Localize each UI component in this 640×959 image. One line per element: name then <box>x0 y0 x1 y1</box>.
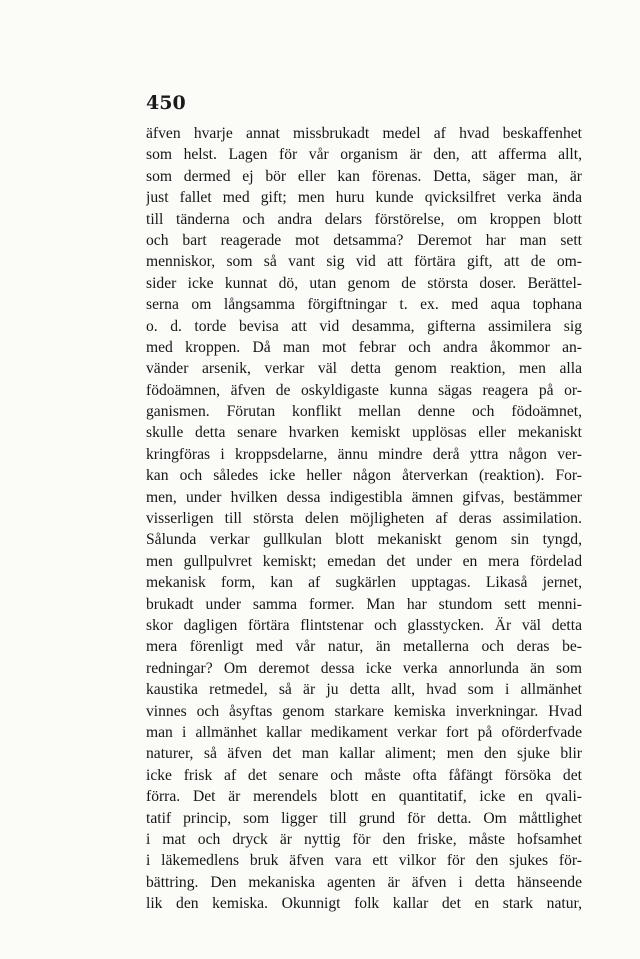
text-line: naturer, så äfven det man kallar aliment; men den sjuke blir <box>146 745 582 763</box>
text-line: visserligen till största delen möjligheten af deras assimilation. <box>146 510 582 528</box>
text-line: kringföras i kroppsdelarne, ännu mindre derå yttra någon ver- <box>146 445 582 463</box>
text-line: men gullpulvret kemiskt; emedan det under en mera fördelad <box>146 552 582 570</box>
text-line: Sålunda verkar gullkulan blott mekaniskt genom sin tyngd, <box>146 531 582 549</box>
text-line: födoämnen, äfven de oskyldigaste kunna sägas reagera på or- <box>146 381 582 399</box>
text-line: tatif princip, som ligger till grund för detta. Om måttlighet <box>146 809 582 827</box>
page-number: 450 <box>146 92 186 114</box>
text-line: menniskor, som så vant sig vid att förtära gift, att de om- <box>146 253 582 271</box>
text-line: serna om långsamma förgiftningar t. ex. med aqua tophana <box>146 296 582 314</box>
text-line: just fallet med gift; men huru kunde qvicksilfret verka ända <box>146 189 582 207</box>
text-line: som dermed ej bör eller kan förenas. Detta, säger man, är <box>146 167 582 185</box>
text-line: ganismen. Förutan konflikt mellan denne och födoämnet, <box>146 403 582 421</box>
text-line: men, under hvilken dessa indigestibla ämnen gifvas, bestämmer <box>146 488 582 506</box>
text-line: skulle detta senare hvarken kemiskt upplösas eller mekaniskt <box>146 424 582 442</box>
text-line: som helst. Lagen för vår organism är den, att afferma allt, <box>146 146 582 164</box>
text-line: och bart reagerade mot detsamma? Deremot har man sett <box>146 231 582 249</box>
text-line: mera förenligt med vår natur, än metallerna och deras be- <box>146 638 582 656</box>
text-line: förra. Det är merendels blott en quantitatif, icke en qvali- <box>146 788 582 806</box>
text-line: till tänderna och andra delars förstörelse, om kroppen blott <box>146 210 582 228</box>
text-line: kan och således icke heller någon återverkan (reaktion). For- <box>146 467 582 485</box>
text-line: redningar? Om deremot dessa icke verka annorlunda än som <box>146 659 582 677</box>
text-line: skor dagligen förtära flintstenar och glasstycken. Är väl detta <box>146 616 582 634</box>
text-line: i läkemedlens bruk äfven vara ett vilkor för den sjukes för- <box>146 852 582 870</box>
text-line: i mat och dryck är nyttig för den friske, måste hofsamhet <box>146 830 582 848</box>
text-line: kaustika retmedel, så är ju detta allt, hvad som i allmänhet <box>146 681 582 699</box>
text-line: brukadt under samma former. Man har stundom sett menni- <box>146 595 582 613</box>
text-line: lik den kemiska. Okunnigt folk kallar det en stark natur, <box>146 895 582 913</box>
text-line: man i allmänhet kallar medikament verkar fort på oförderfvade <box>146 723 582 741</box>
text-line: icke frisk af det senare och måste ofta fåfängt försöka det <box>146 766 582 784</box>
text-line: äfven hvarje annat missbrukadt medel af hvad beskaffenhet <box>146 125 582 142</box>
text-line: vänder arsenik, verkar väl detta genom reaktion, men alla <box>146 360 582 378</box>
text-line: mekanisk form, kan af sugkärlen upptagas. Likaså jernet, <box>146 574 582 592</box>
text-line: med kroppen. Då man mot febrar och andra åkommor an- <box>146 338 582 356</box>
text-line: vinnes och åsyftas genom starkare kemiska inverkningar. Hvad <box>146 702 582 720</box>
text-line: sider icke kunnat dö, utan genom de största doser. Berättel- <box>146 274 582 292</box>
text-line: o. d. torde bevisa att vid desamma, gifterna assimilera sig <box>146 317 582 335</box>
body-text <box>146 123 582 914</box>
text-line: bättring. Den mekaniska agenten är äfven i detta hänseende <box>146 873 582 891</box>
